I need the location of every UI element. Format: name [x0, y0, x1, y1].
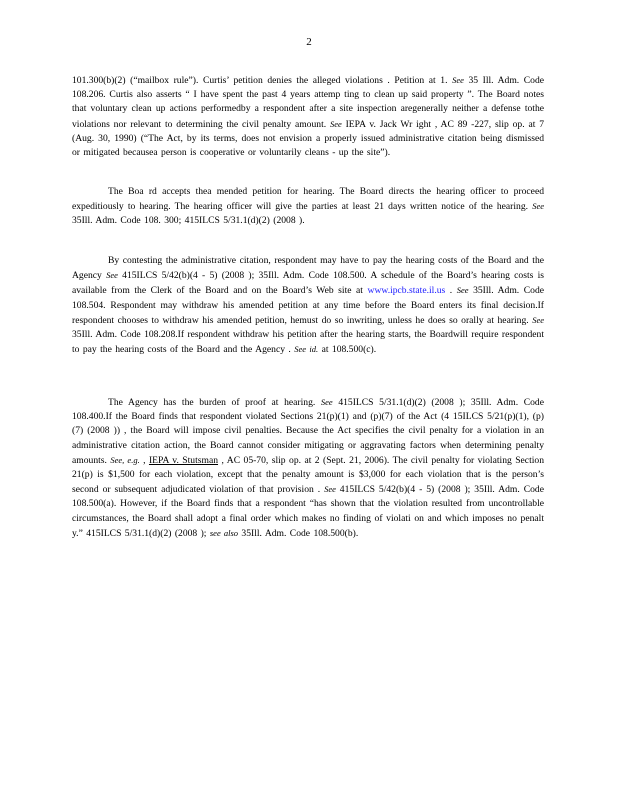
- citation-signal: See: [324, 484, 336, 495]
- citation-signal: See: [110, 454, 123, 465]
- citation-signal: See: [106, 270, 118, 281]
- paragraph-hearing-costs: By contesting the administrative citation, respondent may have to pay the hearing costs of the Board and the Agency See 415ILCS 5/42(b)(4 - 5) (2008 ); 35Ill. Adm. Code 108.500. A schedule of the Board’s hearing costs is available from the Clerk of the Board and on the Board’s Web site at www.ipcb.state.il.us . See 35Ill. Adm. Code 108.504. Respondent may withdraw his amended petition at any time before the Board enters its final decision.If respondent chooses to withdraw his amended petition, hemust do so inwriting, unless he does so orally at hearing. See 35Ill. Adm. Code 108.208.If respondent withdraw his petition after the hearing starts, the Boardwill require respondent to pay the hearing costs of the Board and the Agency . See id. at 108.500(c).: [72, 255, 545, 356]
- page-number: 2: [306, 36, 312, 48]
- citation-signal: See: [294, 344, 307, 355]
- board-website-link[interactable]: www.ipcb.state.il.us: [367, 285, 446, 297]
- citation-signal-eg: , e.g.: [122, 454, 140, 465]
- paragraph-burden-of-proof: The Agency has the burden of proof at hearing. See 415ILCS 5/31.1(d)(2) (2008 ); 35Ill. Adm. Code 108.400.If the Board finds that respondent violated Sections 21(p)(1) and (p)(7) of the Act (4 15ILCS 5/21(p)(1), (p)(7) (2008 )) , the Board will impose civil penalties. Because the Act specifies the civil penalty for a violation in an administrative citation action, the Board cannot consider mitigating or aggravating factors when determining penalty amounts. See, e.g. , IEPA v. Stutsman , AC 05-70, slip op. at 2 (Sept. 21, 2006). The civil penalty for violating Section 21(p) is $1,500 for each violation, except that the penalty amount is $3,000 for each violation that is the person’s second or subsequent adjudicated violation of that provision . See 415ILCS 5/42(b)(4 - 5) (2008 ); 35Ill. Adm. Code 108.500(a). However, if the Board finds that a respondent “has shown that the violation resulted from uncontrollable circumstances, the Board shall adopt a final order which makes no finding of violati on and which imposes no penalt y.” 415ILCS 5/31.1(d)(2) (2008 ); see also 35Ill. Adm. Code 108.500(b).: [72, 397, 544, 539]
- citation-signal: See: [320, 397, 333, 407]
- citation-signal: See: [532, 201, 544, 212]
- citation-signal-id: id.: [309, 344, 319, 355]
- paragraph-petition-summary: 101.300(b)(2) (“mailbox rule”). Curtis’ petition denies the alleged violations . Petition at 1. See 35 Ill. Adm. Code 108.206. Curtis also asserts “ I have spent the past 4 years attemp ting to clean up said property ”. The Board notes that voluntary clean up actions performedby a respondent after a site inspection aregenerally neither a defense tothe violations nor relevant to determining the civil penalty amount. See IEPA v. Jack Wr ight , AC 89 -227, slip op. at 7 (Aug. 30, 1990) (“The Act, by its terms, does not envision a properly issued administrative citation being dismissed or mitigated becausea person is cooperative or voluntarily cleans - up the site”).: [72, 75, 544, 159]
- paragraph-petition-accepted: The Boa rd accepts thea mended petition for hearing. The Board directs the hearing officer to proceed expeditiously to hearing. The hearing officer will give the parties at least 21 days written notice of the hearing. See 35Ill. Adm. Code 108. 300; 415ILCS 5/31.1(d)(2) (2008 ).: [72, 186, 544, 227]
- citation-signal: See: [452, 75, 464, 85]
- citation-signal: See: [329, 118, 342, 129]
- citation-signal-see-also: see also: [209, 527, 239, 538]
- case-name-stutsman: IEPA v. Stutsman: [148, 454, 219, 466]
- citation-signal: See: [456, 285, 469, 296]
- citation-signal: See: [532, 314, 544, 325]
